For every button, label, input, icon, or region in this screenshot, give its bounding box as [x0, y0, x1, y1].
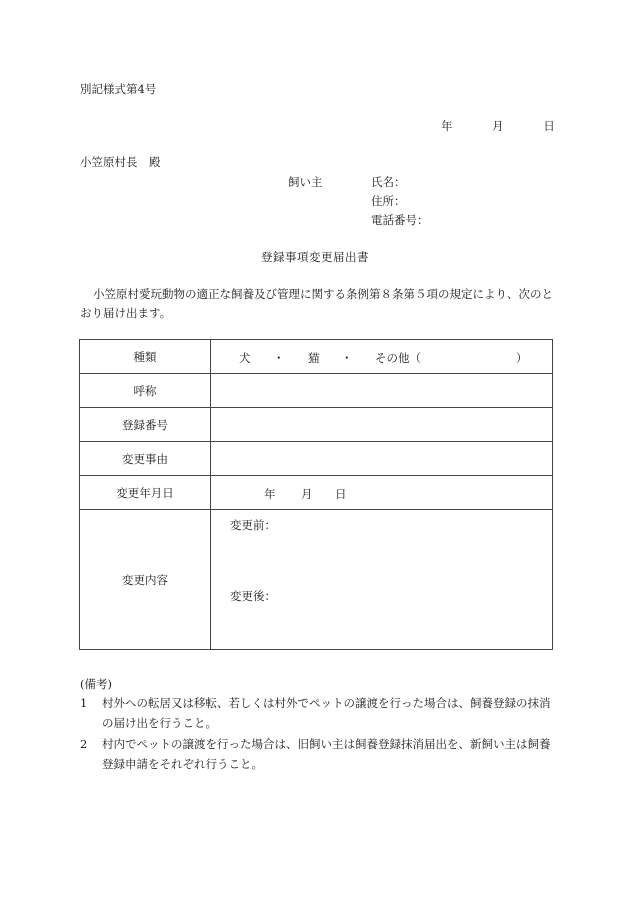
note-text: 村内でペットの譲渡を行った場合は、旧飼い主は飼養登録抹消届出を、新飼い主は飼養登録申請をそれぞれ行うこと。	[102, 737, 551, 771]
kind-cat: 猫	[308, 351, 320, 365]
note-text: 村外への転居又は移転、若しくは村外でペットの譲渡を行った場合は、飼養登録の抹消の届け出を行うこと。	[102, 696, 551, 730]
notes-title: (備考)	[80, 677, 112, 691]
kind-dog: 犬	[239, 351, 251, 365]
name-value	[211, 374, 553, 408]
change-date-day: 日	[335, 487, 347, 501]
note-number: 1	[80, 696, 88, 710]
table-row-change-date	[80, 476, 553, 510]
table-row-kind	[80, 340, 553, 374]
change-date-label: 変更年月日	[80, 476, 211, 510]
table-row-registration-number	[80, 408, 553, 442]
date-month-label: 月	[492, 119, 504, 133]
registration-change-table	[79, 339, 553, 650]
reason-value	[211, 442, 553, 476]
kind-other-close: ）	[516, 351, 528, 365]
submission-date	[441, 118, 555, 134]
registration-number-label: 登録番号	[80, 408, 211, 442]
kind-separator-2: ・	[341, 351, 353, 365]
kind-other: その他（	[375, 351, 421, 365]
change-date-value	[211, 476, 553, 510]
kind-label: 種類	[80, 340, 211, 374]
owner-address-field: 住所：	[371, 194, 406, 208]
document-title: 登録事項変更届出書	[261, 250, 369, 264]
name-label: 呼称	[80, 374, 211, 408]
note-item-2	[80, 734, 556, 774]
table-row-name	[80, 374, 553, 408]
addressee: 小笠原村長 殿	[80, 155, 161, 169]
table-row-change-content	[80, 510, 553, 650]
reason-label: 変更事由	[80, 442, 211, 476]
change-date-year: 年	[264, 487, 276, 501]
date-year-label: 年	[441, 119, 453, 133]
date-day-label: 日	[543, 119, 555, 133]
change-before-label: 変更前：	[230, 518, 276, 532]
change-date-month: 月	[301, 487, 313, 501]
form-number: 別記様式第4号	[80, 82, 157, 96]
kind-separator-1: ・	[273, 351, 285, 365]
note-item-1	[80, 693, 556, 733]
note-number: 2	[80, 737, 88, 751]
registration-number-value	[211, 408, 553, 442]
table-row-reason	[80, 442, 553, 476]
owner-phone-field: 電話番号：	[371, 213, 429, 227]
change-content-label: 変更内容	[80, 510, 211, 650]
body-text: 小笠原村愛玩動物の適正な飼養及び管理に関する条例第８条第５項の規定により、次のとおり届け出ます。	[80, 287, 553, 320]
change-content-value	[211, 510, 553, 650]
owner-label: 飼い主	[288, 175, 323, 189]
kind-options	[211, 340, 553, 374]
owner-name-field: 氏名：	[371, 175, 406, 189]
change-after-label: 変更後：	[230, 589, 276, 603]
